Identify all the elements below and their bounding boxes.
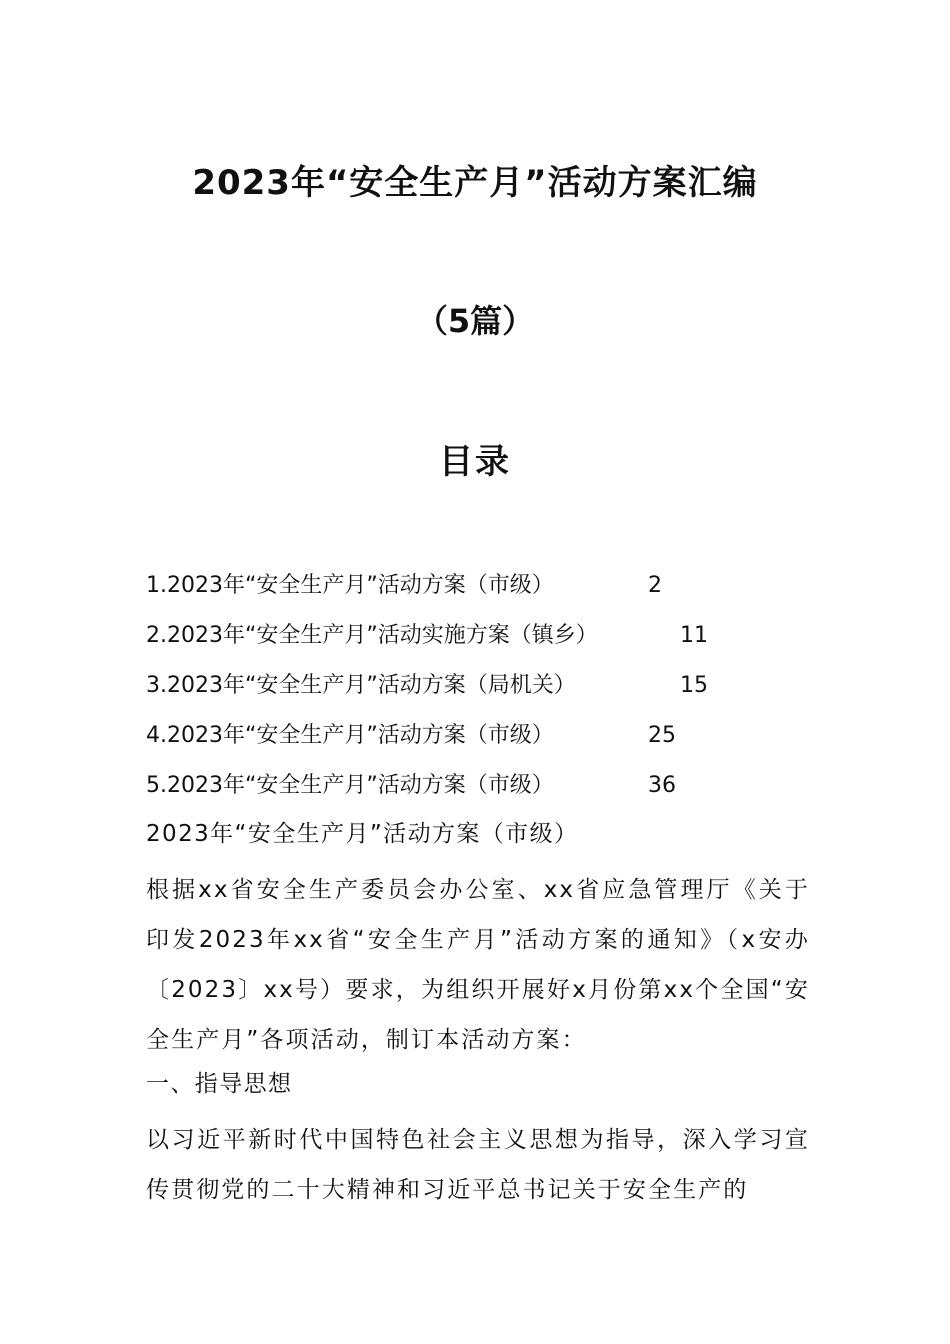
toc-entry-page: 25: [648, 723, 676, 748]
toc-heading: 目录: [439, 442, 511, 482]
toc-entry[interactable]: [146, 717, 826, 767]
toc-entry-label: 2.2023年“安全生产月”活动实施方案（镇乡）: [146, 623, 598, 648]
section-title: 2023年“安全生产月”活动方案（市级）: [146, 821, 579, 847]
toc-entry-label: 4.2023年“安全生产月”活动方案（市级）: [146, 723, 554, 748]
toc-entry-page: 2: [648, 573, 662, 598]
toc-entry[interactable]: [146, 617, 826, 667]
intro-paragraph: 根据xx省安全生产委员会办公室、xx省应急管理厅《关于印发2023年xx省“安全生产月”活动方案的通知》（x安办〔2023〕xx号）要求，为组织开展好x月份第xx个全国“安全生产月”各项活动，制订本活动方案：: [146, 877, 810, 1053]
toc-entry-label: 1.2023年“安全生产月”活动方案（市级）: [146, 573, 554, 598]
body-paragraph: 以习近平新时代中国特色社会主义思想为指导，深入学习宣传贯彻党的二十大精神和习近平总书记关于安全生产的: [146, 1127, 810, 1203]
section-heading: 一、指导思想: [146, 1071, 293, 1097]
toc-entry-page: 15: [680, 673, 708, 698]
toc-entry-label: 3.2023年“安全生产月”活动方案（局机关）: [146, 673, 576, 698]
document-subtitle: （5篇）: [415, 302, 535, 340]
document-title: 2023年“安全生产月”活动方案汇编: [192, 163, 758, 203]
toc-entry-label: 5.2023年“安全生产月”活动方案（市级）: [146, 773, 554, 798]
toc-entry-page: 36: [648, 773, 676, 798]
toc-entry[interactable]: [146, 767, 826, 817]
toc-entry-page: 11: [680, 623, 708, 648]
document-body: [146, 815, 810, 1215]
toc-entry[interactable]: [146, 667, 826, 717]
toc-entry[interactable]: [146, 567, 826, 617]
table-of-contents: [146, 567, 826, 817]
